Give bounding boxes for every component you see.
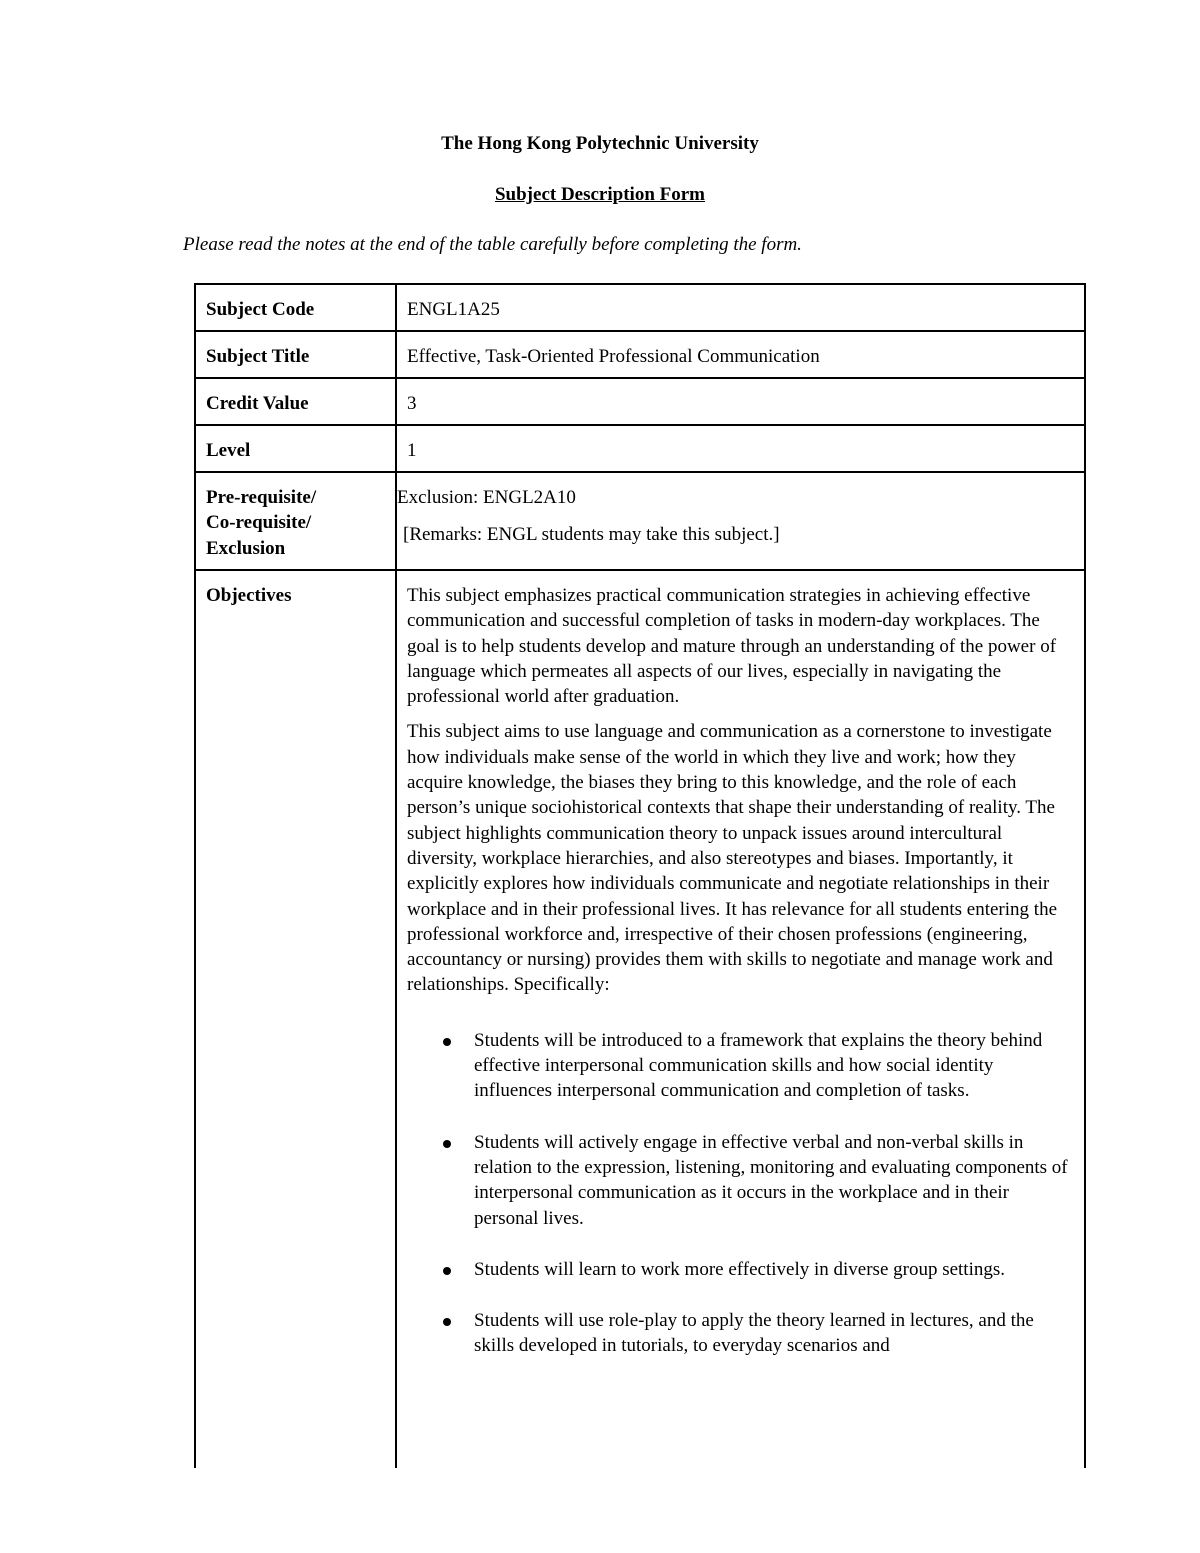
subject-title-label: Subject Title <box>195 331 396 378</box>
prerequisite-label <box>195 472 396 570</box>
form-title: Subject Description Form <box>494 184 706 205</box>
credit-value-label: Credit Value <box>195 378 396 425</box>
exclusion-label-line: Exclusion <box>206 537 286 559</box>
prerequisite-label-line: Pre-requisite/ <box>206 487 317 508</box>
level-value: 1 <box>396 425 1085 472</box>
instruction-note: Please read the notes at the end of the table carefully before completing the form. <box>183 234 802 255</box>
remarks-text: [Remarks: ENGL students may take this subject.] <box>403 524 780 546</box>
table-row-objectives <box>195 570 1085 1468</box>
objectives-list <box>407 1028 1072 1359</box>
bullet-icon <box>443 1267 451 1275</box>
list-item <box>407 1130 1072 1231</box>
bullet-icon <box>443 1140 451 1148</box>
objectives-paragraph: This subject emphasizes practical communication strategies in achieving effective communication and successful completion of tasks in modern-day workplaces. The goal is to help students develop and mature through an understanding of the power of language which permeates all aspects of our lives, especially in navigating the professional world after graduation. <box>407 585 1057 708</box>
subject-code-value: ENGL1A25 <box>396 284 1085 331</box>
subject-code-label: Subject Code <box>195 284 396 331</box>
level-label: Level <box>195 425 396 472</box>
table-row-subject-code <box>195 284 1085 331</box>
bullet-icon <box>443 1318 451 1326</box>
university-name: The Hong Kong Polytechnic University <box>441 133 759 154</box>
exclusion-text: Exclusion: ENGL2A10 <box>397 487 576 508</box>
list-item-text: Students will be introduced to a framework that explains the theory behind effective interpersonal communication skills and how social identity influences interpersonal communication and completion of tasks. <box>474 1029 1043 1102</box>
prerequisite-value <box>396 472 1085 570</box>
list-item-text: Students will actively engage in effective verbal and non-verbal skills in relation to the expression, listening, monitoring and evaluating components of interpersonal communication as it occurs in the workplace and in their personal lives. <box>474 1131 1068 1229</box>
table-row-subject-title <box>195 331 1085 378</box>
list-item-text: Students will use role-play to apply the theory learned in lectures, and the skills developed in tutorials, to everyday scenarios and <box>474 1310 1034 1357</box>
table-row-level <box>195 425 1085 472</box>
list-item-text: Students will learn to work more effectively in diverse group settings. <box>474 1258 1006 1280</box>
objectives-value <box>396 570 1085 1468</box>
objectives-paragraph: This subject aims to use language and communication as a cornerstone to investigate how individuals make sense of the world in which they live and work; how they acquire knowledge, the biases they bring to this knowledge, and the role of each person’s unique sociohistorical contexts that shape their understanding of reality. The subject highlights communication theory to unpack issues around intercultural diversity, workplace hierarchies, and also stereotypes and biases. Importantly, it explicitly explores how individuals communicate and negotiate relationships in their workplace and in their professional lives. It has relevance for all students entering the professional workforce and, irrespective of their chosen professions (engineering, accountancy or nursing) provides them with skills to negotiate and manage work and relationships. Specifically: <box>407 721 1057 996</box>
corequisite-label-line: Co-requisite/ <box>206 512 312 534</box>
list-item <box>407 1257 1072 1282</box>
bullet-icon <box>443 1038 451 1046</box>
table-row-credit-value <box>195 378 1085 425</box>
credit-value-value: 3 <box>396 378 1085 425</box>
objectives-label: Objectives <box>195 570 396 1468</box>
list-item <box>407 1308 1072 1359</box>
subject-title-value: Effective, Task-Oriented Professional Communication <box>396 331 1085 378</box>
table-row-prerequisite <box>195 472 1085 570</box>
list-item <box>407 1028 1072 1104</box>
subject-description-table <box>194 283 1086 1468</box>
